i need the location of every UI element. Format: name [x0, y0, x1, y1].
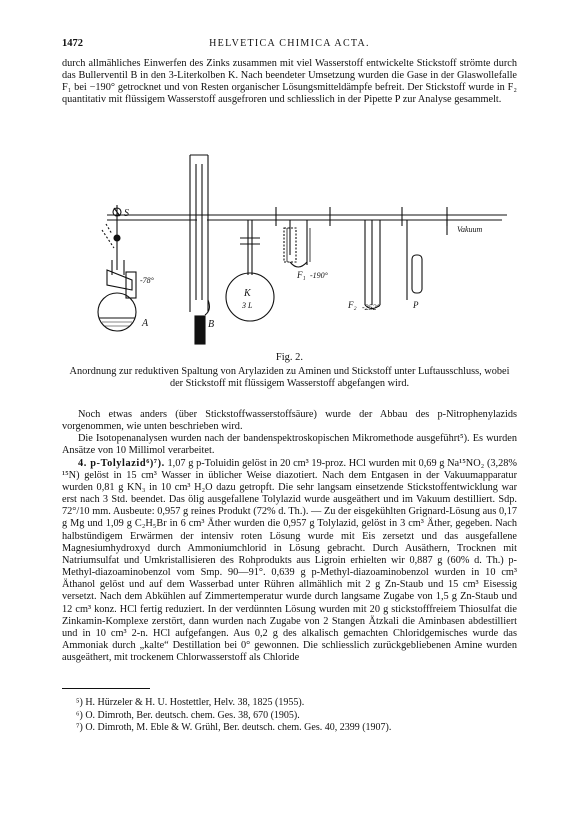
- intro-paragraph: [62, 58, 517, 107]
- cooling-bath: [126, 272, 136, 298]
- label-f2: F₂: [348, 300, 357, 310]
- trap-f2: [365, 220, 380, 305]
- footnote-6: ⁶) O. Dimroth, Ber. deutsch. chem. Ges. 38, 670 (1905).: [76, 709, 300, 721]
- pipette-p: [412, 255, 422, 293]
- label-vakuum: Vakuum: [457, 225, 483, 234]
- paragraph-3-text: 1,07 g p-Toluidin gelöst in 20 cm³ 19-proz. HCl wurden mit 0,69 g Na¹⁵NO₂ (3,28% ¹⁵N) gelöst in 15 cm³ Wasser in üblicher Weise diazotiert. Nach dem Entgasen in der Vakuumapparatur wurden 0,81 g KN₃ in 10 cm³ H₂O dazu getropft. Die sehr langsam einsetzende Stickstoffentwicklung war erst nach 3 Std. beendet. Das ölig ausgefallene Tolylazid wurde ausgeäthert und im Vakuum destilliert. Sdp. 72°/10 mm. Ausbeute: 0,957 g reines Produkt (72% d. Th.). — Zu der eisgekühlten Grignard-Lösung aus 0,17 g Mg und 1,09 g C₂H₅Br in 6 cm³ Äther wurden die 0,957 g Tolylazid, gelöst in 3 cm³ Äther, gegeben. Nach halbstündigem Erwärmen der intensiv roten Lösung wurde mit Eis zersetzt und das ausgefallene Magnesiumhydroxyd durch Ammoniumchlorid in Lösung gebracht. Durch Ausäthern, Trocknen mit Natriumsulfat und Umkristallisieren des Rohprodukts aus Ligroin erhielten wir 0,887 g (60% d. Th.) p-Methyl-diazoaminobenzol vom Smp. 90—91°. 0,639 g p-Methyl-diazoaminobenzol wurden in 10 cm³ Äthanol gelöst und auf dem Wasserbad unter Rühren allmählich mit 2 g Zn-Staub und 15 cm³ Eisessig versetzt. Nach dem Abkühlen auf Zimmertemperatur wurde durch langsame Zugabe von 1,5 g Zn-Staub und 12 cm³ konz. HCl fertig reduziert. In der verdünnten Lösung wurden mit 20 g stickstofffreiem Thiosulfat die Zinkamin-Komplexe zerstört, dann wurden nach Zugabe von 2 Stangen Ätzkali die Aminbasen abdestilliert und in 10 cm³ 2-n. HCl aufgefangen. Aus 0,2 g des alkalisch gemachten Chloridgemisches wurde das Ammoniak durch „kalte“ Destillation bei 0° gewonnen. Die schliesslich zurückgebliebenen Amine wurden ausgeäthert, mit trockenem Chlorwasserstoff als Chloride: [62, 457, 517, 664]
- figure-number: Fig. 2.: [275, 352, 304, 363]
- paragraph-3: [62, 458, 517, 665]
- bubbler-valve: [195, 316, 205, 344]
- label-f2-temp: -252°: [362, 303, 380, 312]
- paragraph-1: Noch etwas anders (über Stickstoffwasserstoffsäure) wurde der Abbau des p-Nitrophenylazids vorgenommen, wie unten beschrieben wird.: [62, 409, 517, 433]
- apparatus-figure: [62, 150, 517, 348]
- running-header: [62, 38, 517, 52]
- paragraph-2: Die Isotopenanalysen wurden nach der bandenspektroskopischen Mikromethode ausgeführt⁵). Es wurden Ansätze von 10 Millimol verarbeitet.: [62, 433, 517, 457]
- footnote-5: ⁵) H. Hürzeler & H. U. Hostettler, Helv. 38, 1825 (1955).: [76, 697, 305, 708]
- column-tube: [190, 155, 208, 312]
- label-temp-a: -78°: [140, 276, 154, 285]
- page-number: 1472: [62, 38, 83, 49]
- body-text: [62, 409, 517, 664]
- label-a: A: [142, 318, 149, 329]
- apparatus-drawing: [62, 150, 517, 348]
- intro-text: durch allmähliches Einwerfen des Zinks zusammen mit viel Wasserstoff entwickelte Stickstoff strömte durch das Bullerventil B in den 3-Literkolben K. Nach beendeter Umsetzung wurden die Gase in der Glaswollefalle F₁ bei −190° getrocknet und von Resten organischer Lösungsmitteldämpfe befreit. Der Stickstoff wurde in F₂ quantitativ mit flüssigem Wasserstoff ausgefroren und schliesslich in der Pipette P zur Analyse gesammelt.: [62, 58, 517, 106]
- label-k: K: [244, 288, 251, 299]
- label-f1: F₁: [297, 270, 306, 280]
- footnote-rule: [62, 688, 150, 689]
- footnote-7: ⁷) O. Dimroth, M. Eble & W. Grühl, Ber. deutsch. chem. Ges. 40, 2399 (1907).: [76, 722, 392, 734]
- label-s: S: [124, 208, 129, 219]
- label-k-vol: 3 L: [242, 301, 253, 310]
- label-b: B: [208, 319, 215, 330]
- label-p: P: [413, 300, 419, 310]
- flask-a: [98, 293, 136, 331]
- section-heading: 4. p-Tolylazid⁶)⁷).: [78, 457, 165, 469]
- figure-caption: Anordnung zur reduktiven Spaltung von Arylaziden zu Aminen und Stickstoff unter Luftausschluss, wobei der Stickstoff mit flüssigem Wasserstoff abgefangen wird.: [69, 366, 510, 390]
- label-f1-temp: -190°: [310, 271, 328, 280]
- footnotes: [76, 697, 516, 735]
- journal-title: HELVETICA CHIMICA ACTA.: [209, 38, 370, 49]
